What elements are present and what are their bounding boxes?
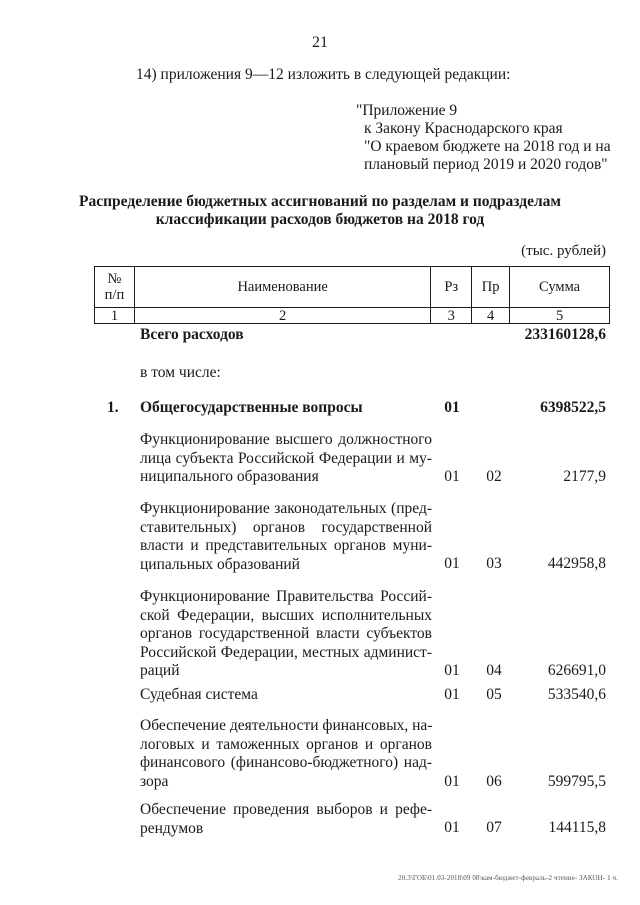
row-name-line: ципальных образований [140, 555, 300, 573]
intro-text: 14) приложения 9—12 изложить в следующей редакции: [136, 66, 511, 83]
row-sum: 626691,0 [547, 662, 606, 679]
row-name [140, 431, 432, 487]
row-name [140, 686, 432, 705]
row-pr: 04 [486, 662, 502, 679]
row-name-line: Функционирование Правительства Россий- [140, 588, 432, 605]
row-name [140, 801, 432, 838]
total-label: Всего расходов [140, 326, 244, 343]
appendix-line-4: плановый период 2019 и 2020 годов" [364, 156, 608, 173]
row-sum: 533540,6 [547, 686, 606, 703]
row-name-line: зора [140, 772, 169, 790]
row-name-line: органов государственной власти субъектов [140, 625, 432, 642]
appendix-line-2: к Закону Краснодарского края [364, 120, 563, 137]
column-number: 5 [510, 308, 610, 324]
page-number: 21 [312, 34, 328, 51]
row-name [140, 500, 432, 574]
document-title-line-2: классификации расходов бюджетов на 2018 год [155, 211, 485, 228]
header-number-line2: п/п [104, 287, 125, 303]
header-cell-name: Наименование [134, 267, 430, 308]
section-name: Общегосударственные вопросы [140, 399, 363, 416]
row-rz: 01 [444, 773, 460, 790]
header-cell-rz: Рз [431, 267, 472, 308]
row-rz: 01 [444, 468, 460, 485]
row-pr: 02 [486, 468, 502, 485]
row-sum: 599795,5 [547, 773, 606, 790]
appendix-line-1: "Приложение 9 [356, 102, 458, 119]
including-text: в том числе: [140, 364, 221, 381]
document-title-line-1: Распределение бюджетных ассигнований по разделам и подразделам [79, 193, 561, 210]
table-header-row [95, 267, 610, 308]
row-name-line: Судебная система [140, 686, 258, 703]
header-cell-sum: Сумма [510, 267, 610, 308]
row-pr: 07 [486, 819, 502, 836]
row-rz: 01 [444, 662, 460, 679]
row-name-line: Обеспечение деятельности финансовых, на- [140, 717, 433, 734]
row-name-line: ставительных) органов государственной [140, 518, 432, 536]
column-number: 3 [431, 308, 472, 324]
row-name-line: финансового (финансово-бюджетного) над- [140, 754, 432, 771]
row-rz: 01 [444, 819, 460, 836]
row-name [140, 588, 432, 681]
total-sum: 233160128,6 [524, 326, 606, 343]
section-rz: 01 [444, 399, 460, 416]
row-name-line: Российской Федерации, местных админист- [140, 643, 432, 661]
row-name [140, 717, 432, 791]
row-sum: 144115,8 [548, 819, 606, 836]
section-sum: 6398522,5 [540, 399, 606, 416]
row-sum: 442958,8 [547, 555, 606, 572]
header-cell-pr: Пр [472, 267, 510, 308]
row-name-line: Функционирование законодательных (пред- [140, 500, 432, 517]
row-rz: 01 [444, 686, 460, 703]
header-number-line1: № [107, 271, 122, 287]
row-pr: 06 [486, 773, 502, 790]
header-cell-number [95, 267, 135, 308]
footer-file-path: 20.3\ГОБ\01.03-2018\09 08\кам-бюджет-февраль-2 чтение- ЗАКОН- 1 ч. [398, 874, 618, 882]
row-name-line: ской Федерации, высших исполнительных [140, 606, 432, 624]
row-pr: 03 [486, 555, 502, 572]
row-pr: 05 [486, 686, 502, 703]
row-name-line: логовых и таможенных органов и органов [140, 735, 432, 753]
row-name-line: ниципального образования [140, 468, 319, 485]
units-note: (тыс. рублей) [521, 243, 606, 259]
row-name-line: лица субъекта Российской Федерации и му- [140, 449, 432, 467]
row-name-line: рендумов [140, 819, 204, 837]
row-sum: 2177,9 [563, 468, 606, 485]
column-number: 2 [134, 308, 430, 324]
table-header [94, 266, 610, 324]
row-rz: 01 [444, 555, 460, 572]
row-name-line: Функционирование высшего должностного [140, 431, 432, 448]
column-number: 4 [472, 308, 510, 324]
column-number: 1 [95, 308, 135, 324]
column-number-row [95, 308, 610, 324]
section-number: 1. [107, 399, 119, 416]
row-name-line: Обеспечение проведения выборов и рефе- [140, 801, 432, 818]
appendix-line-3: "О краевом бюджете на 2018 год и на [364, 138, 611, 155]
row-name-line: раций [140, 662, 180, 679]
row-name-line: власти и представительных органов муни- [140, 537, 432, 554]
